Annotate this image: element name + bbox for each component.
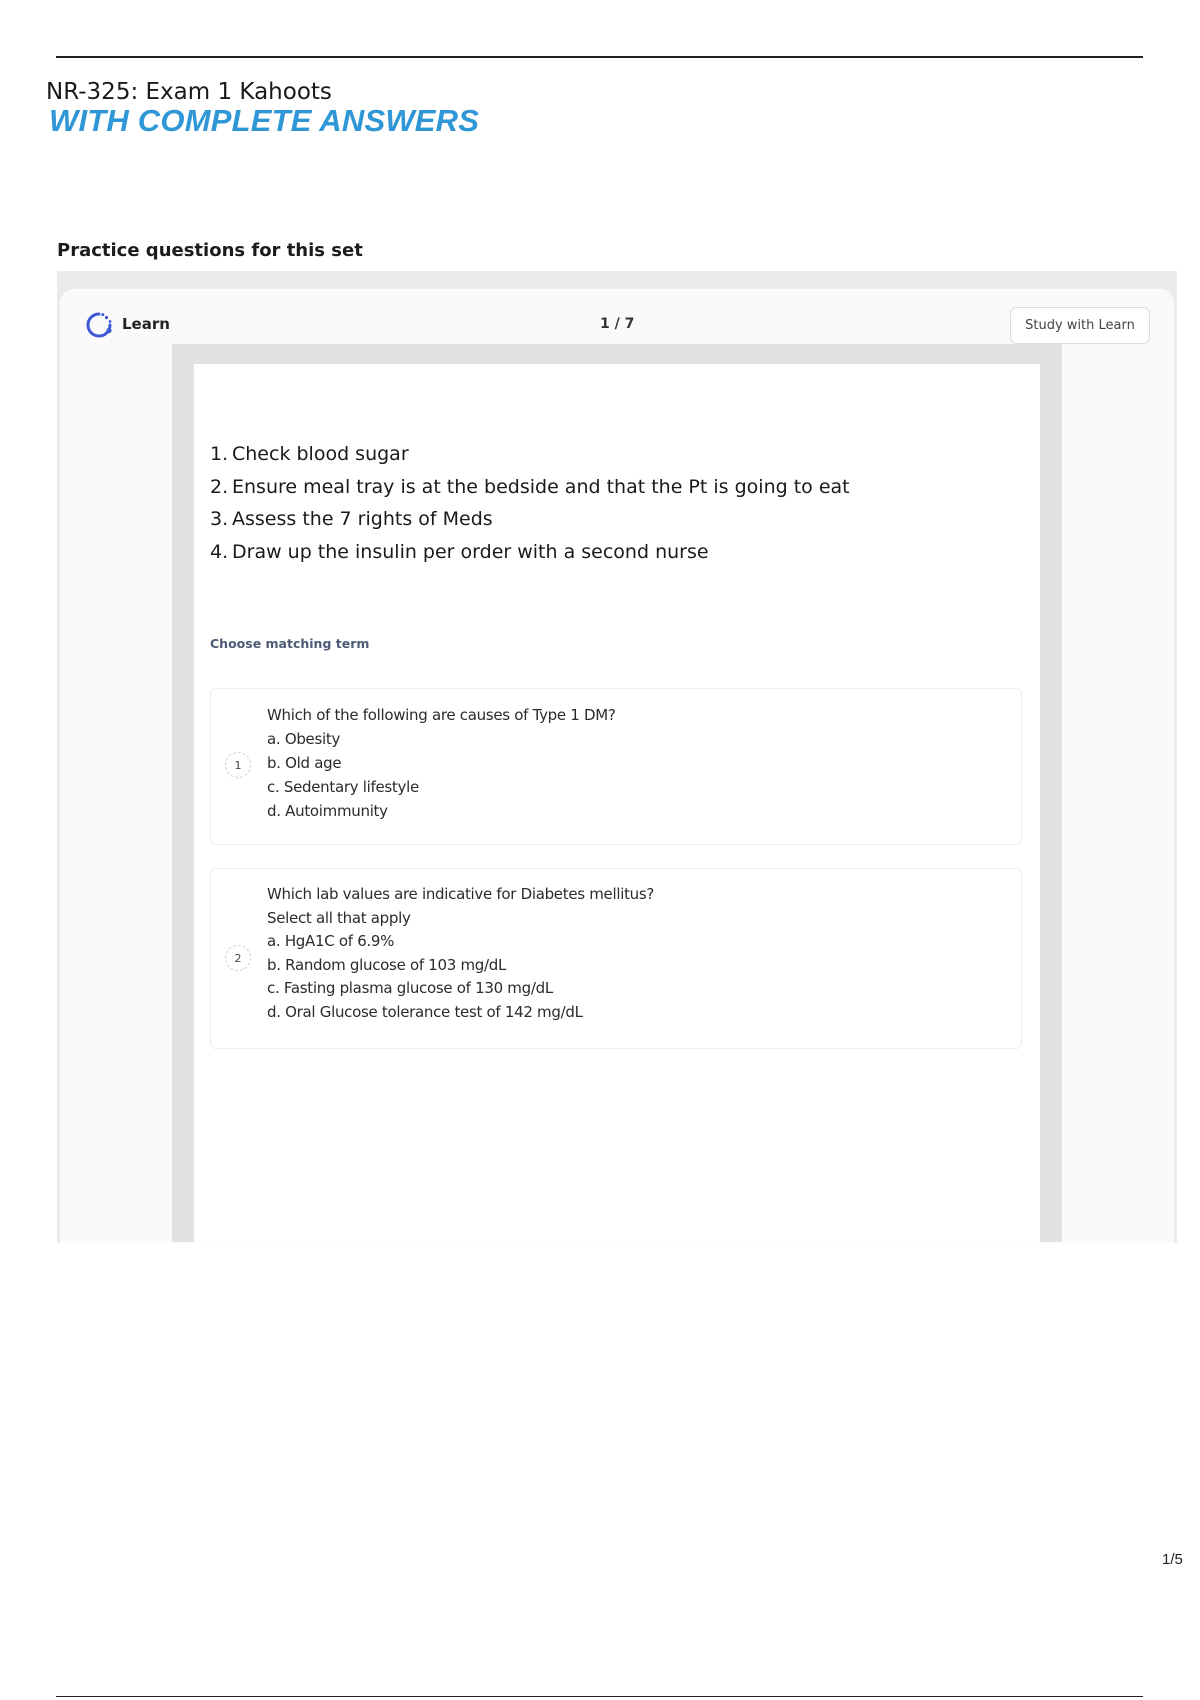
list-item: 3. Assess the 7 rights of Meds bbox=[210, 508, 493, 530]
learn-mode-label: Learn bbox=[122, 315, 170, 333]
answer-option-2[interactable] bbox=[210, 868, 1022, 1049]
widget-header bbox=[60, 289, 1174, 349]
flashcard-panel bbox=[194, 364, 1040, 1242]
list-item: 4. Draw up the insulin per order with a second nurse bbox=[210, 540, 709, 563]
top-rule bbox=[56, 56, 1143, 58]
option-text: Which lab values are indicative for Diabetes mellitus? Select all that apply a. HgA1C of 6.9% b. Random glucose of 103 mg/dL c. Fasting plasma glucose of 130 mg/dL d. Oral Glucose tolerance test of 142 mg/dL bbox=[267, 885, 655, 1021]
flashcard-definition-list bbox=[210, 438, 850, 568]
choose-matching-term-prompt: Choose matching term bbox=[210, 636, 370, 651]
card-frame-left bbox=[172, 344, 194, 1242]
card-frame-right bbox=[1040, 344, 1062, 1242]
option-number-badge: 2 bbox=[225, 945, 251, 971]
answer-option-1[interactable] bbox=[210, 688, 1022, 845]
card-frame-top bbox=[172, 344, 1062, 364]
option-text: Which of the following are causes of Type 1 DM? a. Obesity b. Old age c. Sedentary lifestyle d. Autoimmunity bbox=[267, 706, 616, 820]
card-pager: 1 / 7 bbox=[600, 316, 635, 332]
list-item: 2. Ensure meal tray is at the bedside and that the Pt is going to eat bbox=[210, 475, 850, 498]
document-title: NR-325: Exam 1 Kahoots bbox=[46, 79, 332, 105]
bottom-rule bbox=[56, 1696, 1143, 1697]
learn-progress-icon bbox=[85, 311, 113, 339]
study-with-learn-button[interactable]: Study with Learn bbox=[1010, 307, 1150, 344]
option-number-badge: 1 bbox=[225, 752, 251, 778]
list-item: 1. Check blood sugar bbox=[210, 443, 409, 465]
page-number: 1/5 bbox=[1162, 1551, 1183, 1568]
section-heading: Practice questions for this set bbox=[57, 240, 363, 261]
document-subtitle: WITH COMPLETE ANSWERS bbox=[49, 103, 480, 138]
